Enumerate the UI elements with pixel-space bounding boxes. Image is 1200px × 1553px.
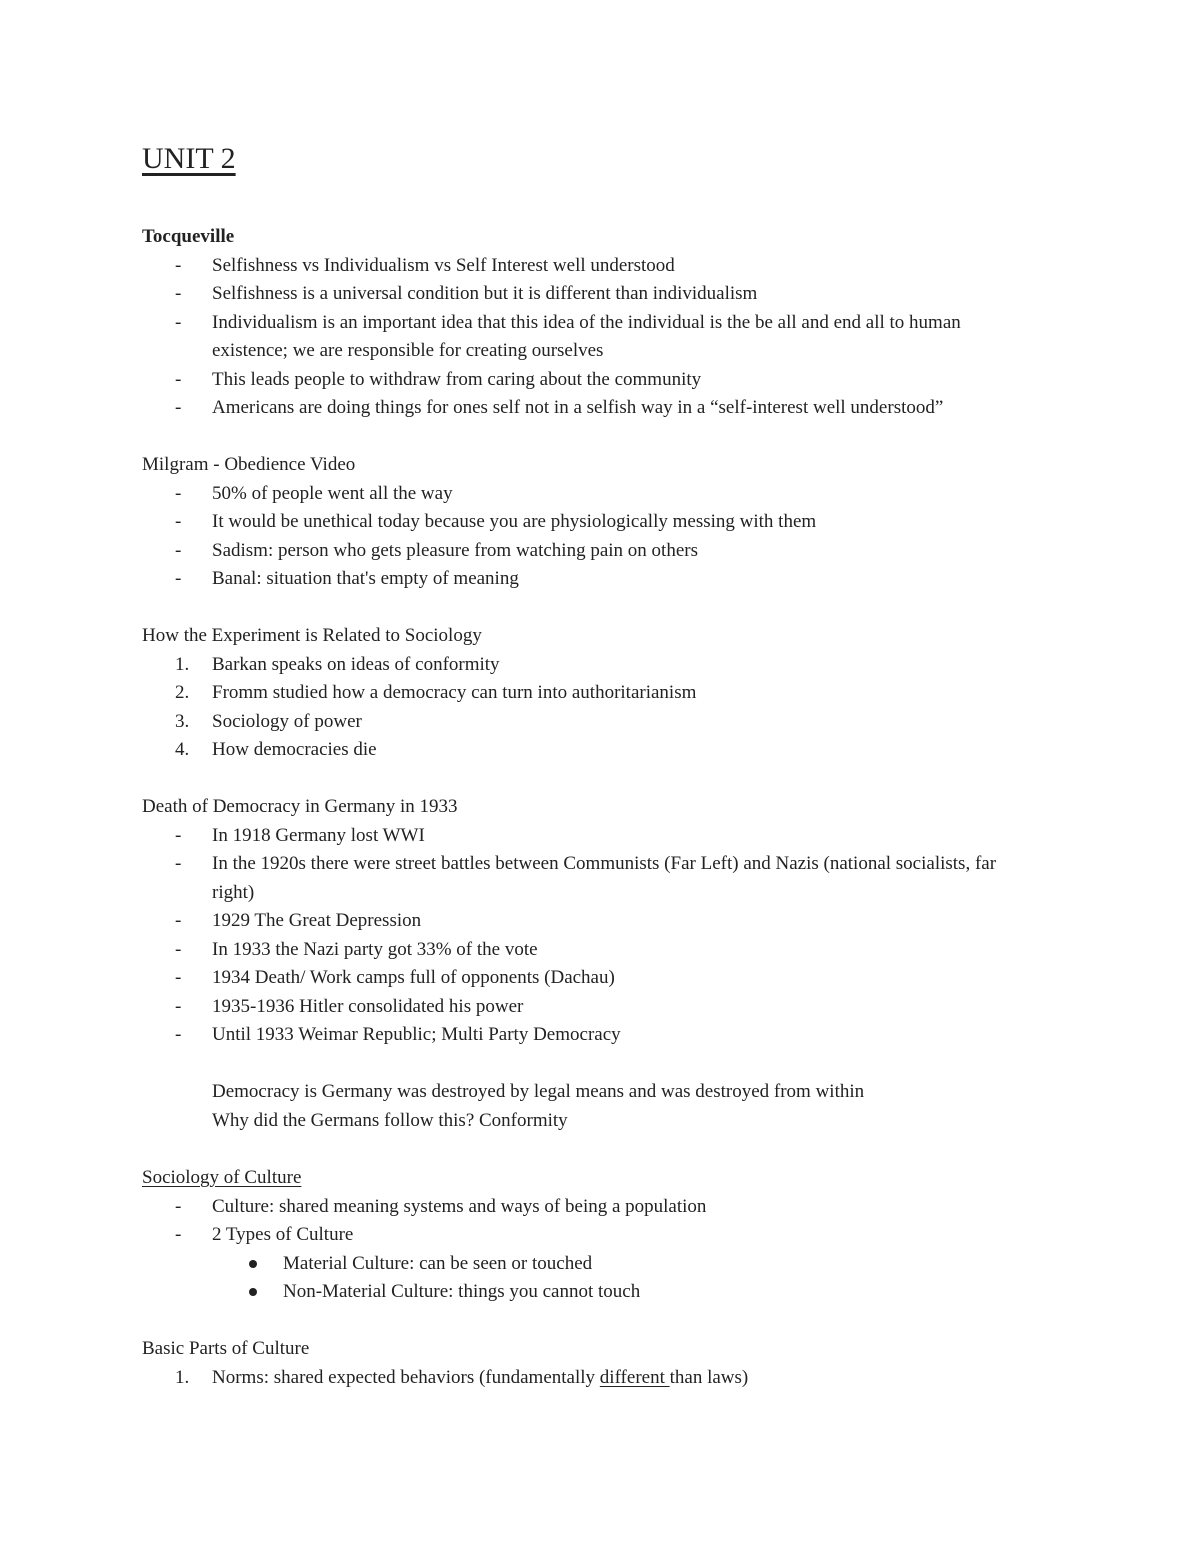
section-heading: Sociology of Culture bbox=[142, 1167, 302, 1188]
section-heading: Tocqueville bbox=[142, 226, 235, 247]
list-item: - Banal: situation that's empty of meaning bbox=[142, 565, 1102, 594]
section-milgram bbox=[142, 451, 1102, 594]
list-item: - 1929 The Great Depression bbox=[142, 907, 1102, 936]
section-heading: How the Experiment is Related to Sociology bbox=[142, 625, 482, 646]
dash-marker: - bbox=[175, 397, 182, 418]
list-item: - In the 1920s there were street battles between Communists (Far Left) and Nazis (national socialists, far right) bbox=[142, 850, 1102, 907]
list-item: - 1934 Death/ Work camps full of opponents (Dachau) bbox=[142, 964, 1102, 993]
list-item: - This leads people to withdraw from caring about the community bbox=[142, 366, 1102, 395]
dash-marker: - bbox=[175, 1224, 182, 1245]
list-item: - Selfishness is a universal condition but it is different than individualism bbox=[142, 280, 1102, 309]
section-experiment bbox=[142, 622, 1102, 765]
bullet-list bbox=[142, 252, 1102, 423]
dash-marker: - bbox=[175, 283, 182, 304]
section-heading: Basic Parts of Culture bbox=[142, 1338, 310, 1359]
list-item: 1. Barkan speaks on ideas of conformity bbox=[142, 651, 1102, 680]
paragraph: Democracy is Germany was destroyed by legal means and was destroyed from within bbox=[212, 1081, 865, 1102]
list-item: - 50% of people went all the way bbox=[142, 480, 1102, 509]
dash-marker: - bbox=[175, 995, 182, 1017]
section-heading: Milgram - Obedience Video bbox=[142, 454, 356, 475]
section-basic-parts bbox=[142, 1335, 1102, 1392]
list-item: - Sadism: person who gets pleasure from watching pain on others bbox=[142, 537, 1102, 566]
dash-marker: - bbox=[175, 568, 182, 589]
list-item: - It would be unethical today because you are physiologically messing with them bbox=[142, 508, 1102, 537]
list-item: - Culture: shared meaning systems and ways of being a population bbox=[142, 1193, 1102, 1222]
list-item: - In 1918 Germany lost WWI bbox=[142, 822, 1102, 851]
bullet-dot-icon bbox=[249, 1288, 257, 1296]
bullet-list bbox=[142, 480, 1102, 594]
sub-list-item: Material Culture: can be seen or touched bbox=[142, 1250, 1102, 1279]
list-item: 3. Sociology of power bbox=[142, 708, 1102, 737]
number-marker: 3. bbox=[175, 710, 190, 732]
number-marker: 4. bbox=[175, 739, 190, 760]
page-title: UNIT 2 bbox=[142, 142, 236, 175]
list-item: - Individualism is an important idea that this idea of the individual is the be all and end all to human existence; we are responsible for creating ourselves bbox=[142, 309, 1102, 366]
dash-marker: - bbox=[175, 853, 182, 874]
dash-marker: - bbox=[175, 482, 182, 504]
section-heading: Death of Democracy in Germany in 1933 bbox=[142, 796, 458, 817]
dash-marker: - bbox=[175, 539, 182, 561]
list-item: 4. How democracies die bbox=[142, 736, 1102, 765]
number-marker: 1. bbox=[175, 653, 190, 675]
list-item: - Americans are doing things for ones self not in a selfish way in a “self-interest well understood” bbox=[142, 394, 1102, 423]
section-germany bbox=[142, 793, 1102, 1135]
list-item: 2. Fromm studied how a democracy can turn into authoritarianism bbox=[142, 679, 1102, 708]
list-item: - 1935-1936 Hitler consolidated his power bbox=[142, 993, 1102, 1022]
number-marker: 2. bbox=[175, 682, 190, 703]
dash-marker: - bbox=[175, 368, 182, 390]
section-culture bbox=[142, 1164, 1102, 1307]
dash-marker: - bbox=[175, 511, 182, 532]
bullet-list bbox=[142, 822, 1102, 1050]
bullet-dot-icon bbox=[249, 1260, 257, 1268]
bullet-list bbox=[142, 1193, 1102, 1307]
numbered-list bbox=[142, 651, 1102, 765]
dash-marker: - bbox=[175, 1024, 182, 1045]
list-item: 1. Norms: shared expected behaviors (fundamentally different than laws) bbox=[142, 1364, 1102, 1393]
dash-marker: - bbox=[175, 254, 182, 276]
list-item: - Selfishness vs Individualism vs Self Interest well understood bbox=[142, 252, 1102, 281]
list-item: - In 1933 the Nazi party got 33% of the vote bbox=[142, 936, 1102, 965]
list-item: - 2 Types of Culture bbox=[142, 1221, 1102, 1250]
dash-marker: - bbox=[175, 938, 182, 960]
numbered-list bbox=[142, 1364, 1102, 1393]
dash-marker: - bbox=[175, 967, 182, 988]
list-item: - Until 1933 Weimar Republic; Multi Party Democracy bbox=[142, 1021, 1102, 1050]
paragraph: Why did the Germans follow this? Conformity bbox=[212, 1109, 568, 1131]
sub-list-item: Non-Material Culture: things you cannot touch bbox=[142, 1278, 1102, 1307]
dash-marker: - bbox=[175, 311, 182, 333]
section-tocqueville bbox=[142, 223, 1102, 423]
dash-marker: - bbox=[175, 824, 182, 846]
dash-marker: - bbox=[175, 1195, 182, 1217]
dash-marker: - bbox=[175, 910, 182, 931]
underlined-word: different bbox=[599, 1366, 670, 1388]
number-marker: 1. bbox=[175, 1366, 190, 1388]
